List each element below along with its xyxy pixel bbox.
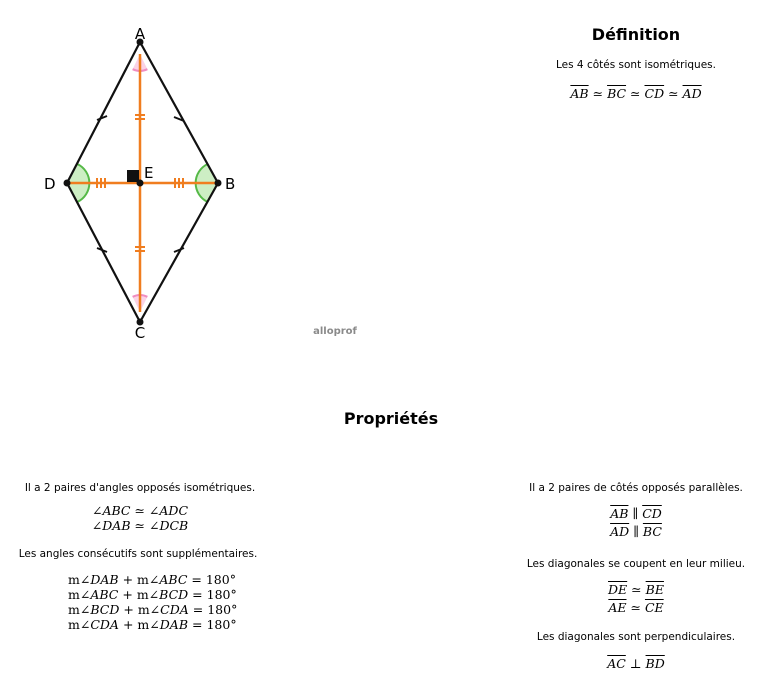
right-angle-marker bbox=[127, 170, 139, 182]
angles-consecutive-line-2: m∠ABC + m∠BCD = 180° bbox=[68, 587, 237, 602]
angles-opposed-text: Il a 2 paires d'angles opposés isométriques. bbox=[24, 482, 256, 494]
label-a: A bbox=[134, 25, 146, 43]
angles-opposed-equations bbox=[40, 503, 240, 533]
sides-parallel-text: Il a 2 paires de côtés opposés parallèles. bbox=[529, 482, 743, 494]
angles-consecutive-line-3: m∠BCD + m∠CDA = 180° bbox=[68, 602, 238, 617]
vertex-e bbox=[137, 180, 144, 187]
diagonals-midpoint-equations bbox=[576, 582, 696, 615]
diagonals-perpendicular-equation: $\overline{AC}$ ⊥ $\overline{BD}$ bbox=[607, 656, 665, 671]
definition-title: Définition bbox=[591, 25, 681, 44]
sides-parallel-line-2: $\overline{AD}$ ∥ $\overline{BC}$ bbox=[610, 524, 662, 539]
watermark: alloprof bbox=[313, 326, 357, 337]
definition-equation: $\overline{AB}$ ≃ $\overline{BC}$ ≃ $\overline{CD}$ ≃ $\overline{AD}$ bbox=[570, 86, 702, 101]
label-e: E bbox=[144, 164, 154, 182]
angles-opposed-line-1: ∠ABC ≃ ∠ADC bbox=[91, 503, 189, 518]
definition-text: Les 4 côtés sont isométriques. bbox=[556, 59, 716, 71]
sides-parallel-equations bbox=[576, 506, 696, 539]
angles-consecutive-line-4: m∠CDA + m∠DAB = 180° bbox=[68, 617, 237, 632]
label-d: D bbox=[44, 175, 56, 193]
vertex-b bbox=[215, 180, 222, 187]
angles-consecutive-equations bbox=[68, 572, 248, 632]
sides-parallel-line-1: $\overline{AB}$ ∥ $\overline{CD}$ bbox=[610, 506, 662, 521]
diagonals-midpoint-text: Les diagonales se coupent en leur milieu. bbox=[526, 558, 746, 570]
label-c: C bbox=[134, 324, 146, 342]
label-b: B bbox=[225, 175, 236, 193]
diagonals-midpoint-line-2: $\overline{AE}$ ≃ $\overline{CE}$ bbox=[608, 600, 664, 615]
diagonals-perpendicular-text: Les diagonales sont perpendiculaires. bbox=[536, 631, 736, 643]
rhombus-figure bbox=[0, 0, 380, 350]
diagonals-midpoint-line-1: $\overline{DE}$ ≃ $\overline{BE}$ bbox=[608, 582, 664, 597]
angles-consecutive-line-1: m∠DAB + m∠ABC = 180° bbox=[68, 572, 236, 587]
vertex-d bbox=[64, 180, 71, 187]
angles-consecutive-text: Les angles consécutifs sont supplémentaires. bbox=[18, 548, 258, 560]
angles-opposed-line-2: ∠DAB ≃ ∠DCB bbox=[91, 518, 189, 533]
properties-title: Propriétés bbox=[343, 409, 439, 428]
